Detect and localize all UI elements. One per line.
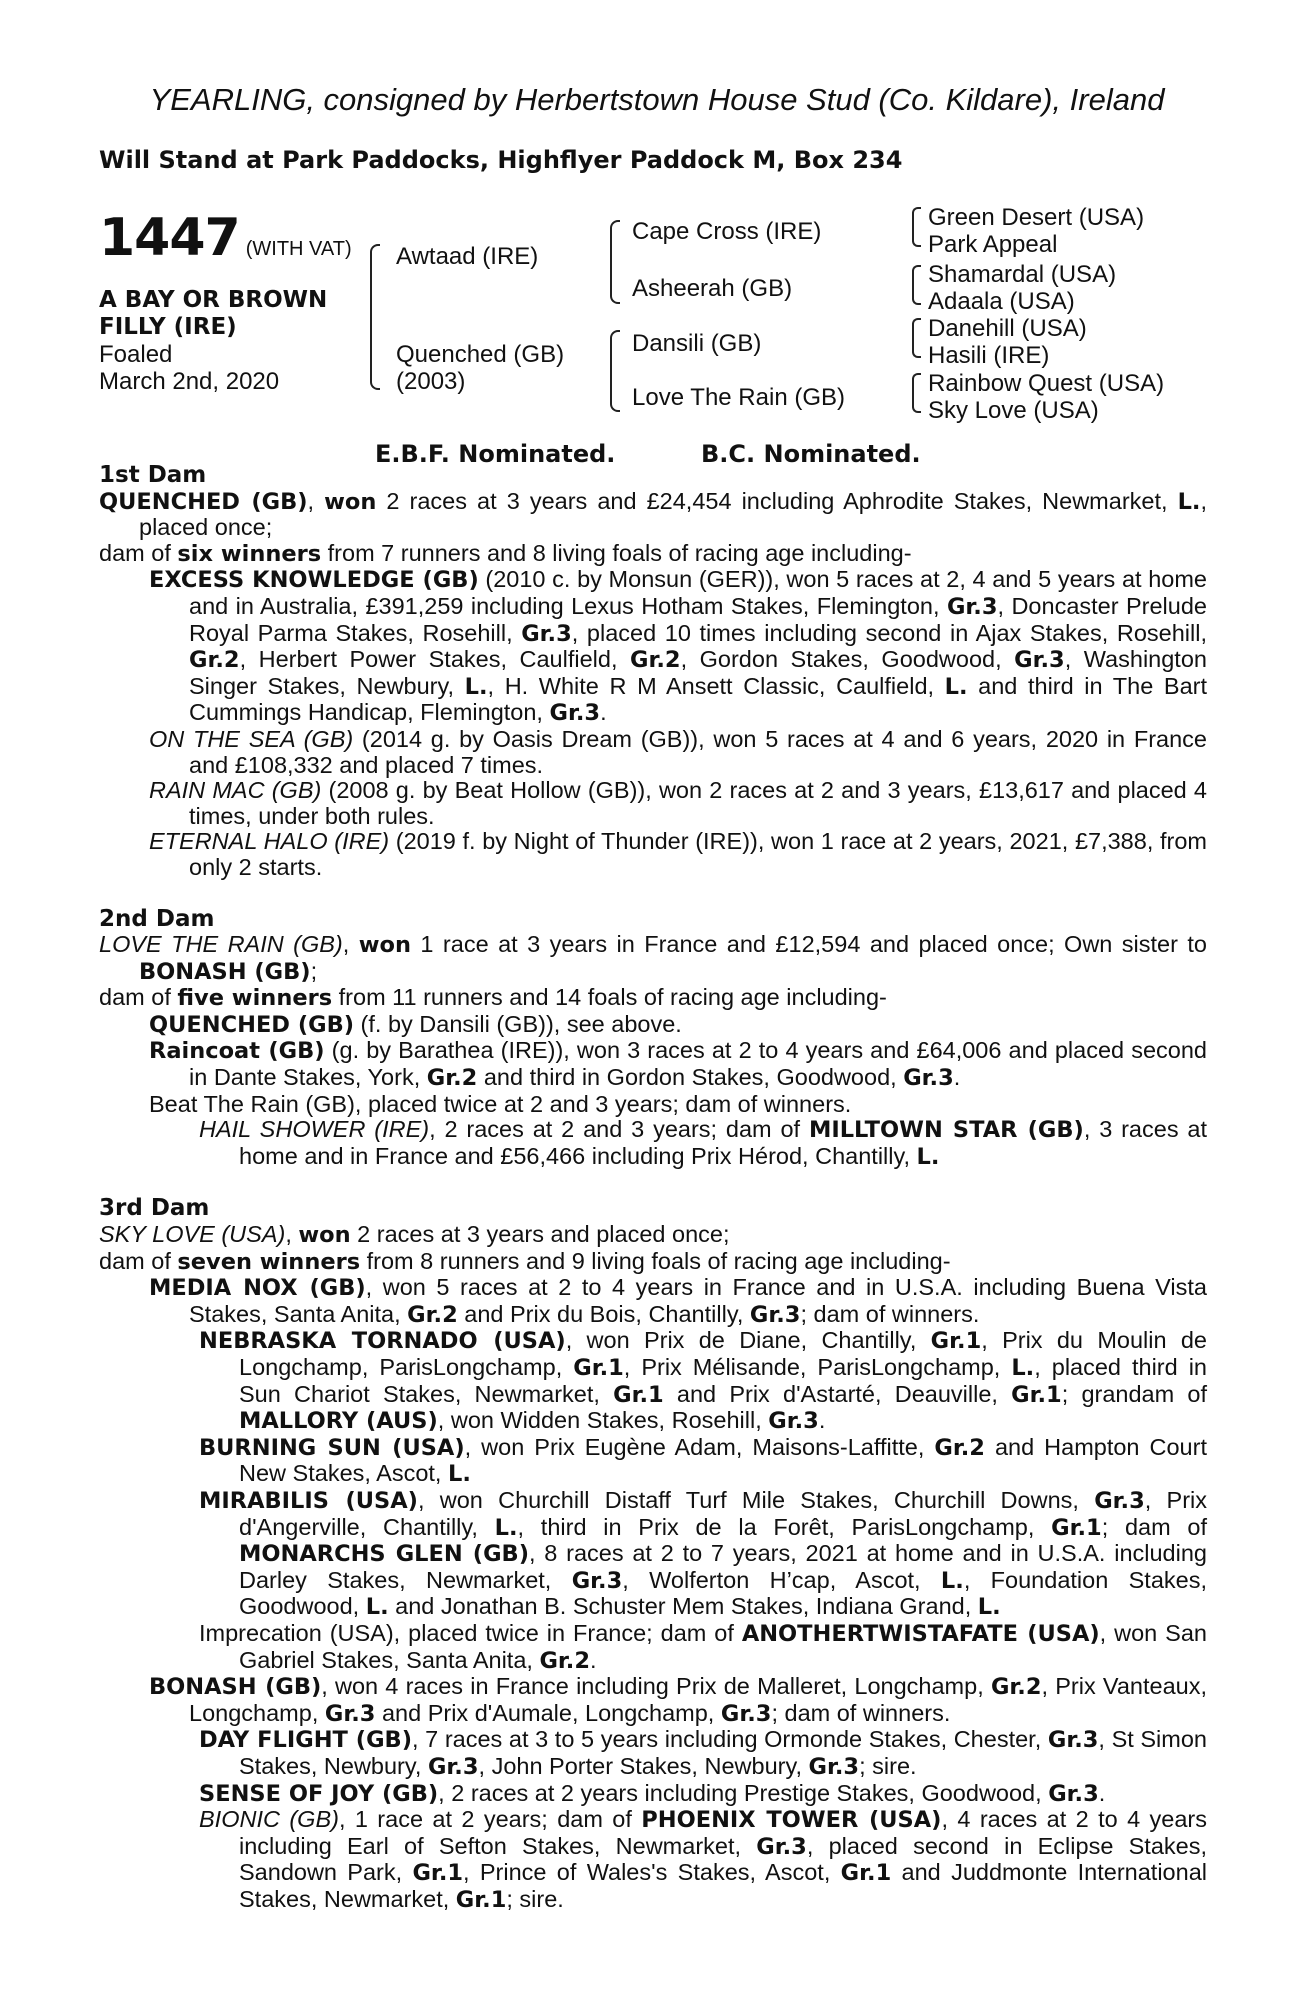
first-dam-record: QUENCHED (GB), won 2 races at 3 years and £24,454 including Aphrodite Stakes, Newmarket, L., placed once; bbox=[99, 487, 1207, 541]
pedigree-sire: Awtaad (IRE) bbox=[396, 243, 539, 270]
second-dam-produce-summary: dam of five winners from 11 runners and 14 foals of racing age including- bbox=[99, 984, 887, 1012]
generation1-brace bbox=[370, 244, 380, 390]
foaled-date: March 2nd, 2020 bbox=[99, 368, 280, 395]
pedigree-dam-year: (2003) bbox=[396, 368, 466, 395]
horse-description bbox=[99, 287, 327, 395]
pedigree-dam: Quenched (GB) bbox=[396, 341, 565, 368]
generation3-brace-4 bbox=[912, 373, 921, 413]
produce-bonash: BONASH (GB), won 4 races in France including Prix de Malleret, Longchamp, Gr.2, Prix Vanteaux, Longchamp, Gr.3 and Prix d'Aumale, Longchamp, Gr.3; dam of winners. bbox=[149, 1673, 1207, 1727]
horse-colour-line: A BAY OR BROWN bbox=[99, 287, 328, 313]
produce-sense-of-joy: SENSE OF JOY (GB), 2 races at 2 years including Prestige Stakes, Goodwood, Gr.3. bbox=[199, 1779, 1106, 1807]
produce-quenched: QUENCHED (GB) (f. by Dansili (GB)), see above. bbox=[149, 1010, 682, 1038]
pedigree-g1: Green Desert (USA) bbox=[928, 204, 1145, 231]
produce-day-flight: DAY FLIGHT (GB), 7 races at 3 to 5 years including Ormonde Stakes, Chester, Gr.3, St Simon Stakes, Newbury, Gr.3, John Porter Stakes, Newbury, Gr.3; sire. bbox=[199, 1726, 1207, 1780]
lot-header bbox=[99, 208, 352, 268]
generation3-brace-3 bbox=[912, 318, 921, 358]
pedigree-dam-dam: Love The Rain (GB) bbox=[632, 384, 845, 411]
produce-excess-knowledge: EXCESS KNOWLEDGE (GB) (2010 c. by Monsun (GER)), won 5 races at 2, 4 and 5 years at home and in Australia, £391,259 including Lexus Hotham Stakes, Flemington, Gr.3, Doncaster Prelude Royal Parma Stakes, Rosehill, Gr.3, placed 10 times including second in Ajax Stakes, Rosehill, Gr.2, Herbert Power Stakes, Caulfield, Gr.2, Gordon Stakes, Goodwood, Gr.3, Washington Singer Stakes, Newbury, L., H. White R M Ansett Classic, Caulfield, L. and third in The Bart Cummings Handicap, Flemington, Gr.3. bbox=[149, 566, 1207, 727]
produce-raincoat: Raincoat (GB) (g. by Barathea (IRE)), won 3 races at 2 to 4 years and £64,006 and placed second in Dante Stakes, York, Gr.2 and third in Gordon Stakes, Goodwood, Gr.3. bbox=[149, 1037, 1207, 1092]
third-dam-record: SKY LOVE (USA), won 2 races at 3 years and placed once; bbox=[99, 1221, 730, 1249]
stand-location: Will Stand at Park Paddocks, Highflyer Paddock M, Box 234 bbox=[99, 146, 903, 174]
generation3-brace-2 bbox=[912, 265, 921, 305]
ebf-nomination: E.B.F. Nominated. bbox=[375, 440, 616, 468]
consignor-heading: YEARLING, consigned by Herbertstown House Stud (Co. Kildare), Ireland bbox=[149, 82, 1165, 117]
pedigree-g5: Danehill (USA) bbox=[928, 315, 1087, 342]
produce-hail-shower: HAIL SHOWER (IRE), 2 races at 2 and 3 years; dam of MILLTOWN STAR (GB), 3 races at home and in France and £56,466 including Prix Hérod, Chantilly, L. bbox=[199, 1116, 1208, 1170]
generation2-brace-lower bbox=[610, 330, 620, 412]
pedigree-g4: Adaala (USA) bbox=[928, 288, 1075, 315]
third-dam-title: 3rd Dam bbox=[99, 1195, 210, 1222]
pedigree-g8: Sky Love (USA) bbox=[928, 397, 1099, 424]
produce-record bbox=[99, 463, 1207, 1913]
produce-eternal-halo: ETERNAL HALO (IRE) (2019 f. by Night of Thunder (IRE)), won 1 race at 2 years, 2021, £7,388, from only 2 starts. bbox=[149, 828, 1207, 880]
produce-beat-the-rain: Beat The Rain (GB), placed twice at 2 and 3 years; dam of winners. bbox=[149, 1090, 852, 1117]
produce-bionic: BIONIC (GB), 1 race at 2 years; dam of PHOENIX TOWER (USA), 4 races at 2 to 4 years including Earl of Sefton Stakes, Newmarket, Gr.3, placed second in Eclipse Stakes, Sandown Park, Gr.1, Prince of Wales's Stakes, Ascot, Gr.1 and Juddmonte International Stakes, Newmarket, Gr.1; sire. bbox=[199, 1806, 1207, 1913]
first-dam-title: 1st Dam bbox=[99, 462, 207, 488]
second-dam-title: 2nd Dam bbox=[99, 905, 215, 932]
first-dam-produce-summary: dam of six winners from 7 runners and 8 living foals of racing age including- bbox=[99, 539, 912, 567]
foaled-label: Foaled bbox=[99, 341, 173, 368]
produce-burning-sun: BURNING SUN (USA), won Prix Eugène Adam, Maisons-Laffitte, Gr.2 and Hampton Court New Stakes, Ascot, L. bbox=[199, 1433, 1207, 1488]
pedigree-g3: Shamardal (USA) bbox=[928, 261, 1117, 288]
pedigree-dam-sire: Dansili (GB) bbox=[632, 330, 762, 357]
generation2-brace-upper bbox=[610, 220, 620, 304]
produce-on-the-sea: ON THE SEA (GB) (2014 g. by Oasis Dream (GB)), won 5 races at 4 and 6 years, 2020 in France and £108,332 and placed 7 times. bbox=[149, 725, 1207, 778]
pedigree-g6: Hasili (IRE) bbox=[928, 342, 1050, 369]
pedigree-sire-sire: Cape Cross (IRE) bbox=[632, 218, 822, 245]
produce-rain-mac: RAIN MAC (GB) (2008 g. by Beat Hollow (GB)), won 2 races at 2 and 3 years, £13,617 and placed 4 times, under both rules. bbox=[149, 777, 1208, 829]
pedigree-g2: Park Appeal bbox=[928, 231, 1058, 258]
second-dam-record: LOVE THE RAIN (GB), won 1 race at 3 years in France and £12,594 and placed once; Own sister to BONASH (GB); bbox=[99, 931, 1207, 985]
produce-nebraska-tornado: NEBRASKA TORNADO (USA), won Prix de Diane, Chantilly, Gr.1, Prix du Moulin de Longchamp, ParisLongchamp, Gr.1, Prix Mélisande, ParisLongchamp, L., placed third in Sun Chariot Stakes, Newmarket, Gr.1 and Prix d'Astarté, Deauville, Gr.1; grandam of MALLORY (AUS), won Widden Stakes, Rosehill, Gr.3. bbox=[199, 1327, 1207, 1435]
lot-number: 1447 bbox=[99, 208, 240, 268]
produce-imprecation: Imprecation (USA), placed twice in France; dam of ANOTHERTWISTAFATE (USA), won San Gabriel Stakes, Santa Anita, Gr.2. bbox=[199, 1619, 1207, 1674]
bc-nomination: B.C. Nominated. bbox=[701, 440, 921, 468]
pedigree-g7: Rainbow Quest (USA) bbox=[928, 370, 1165, 397]
pedigree-sire-dam: Asheerah (GB) bbox=[632, 275, 793, 302]
vat-note: (WITH VAT) bbox=[245, 238, 352, 260]
generation3-brace-1 bbox=[912, 207, 921, 247]
horse-sex-line: FILLY (IRE) bbox=[99, 314, 237, 340]
produce-media-nox: MEDIA NOX (GB), won 5 races at 2 to 4 years in France and in U.S.A. including Buena Vista Stakes, Santa Anita, Gr.2 and Prix du Bois, Chantilly, Gr.3; dam of winners. bbox=[149, 1274, 1208, 1328]
produce-mirabilis: MIRABILIS (USA), won Churchill Distaff Turf Mile Stakes, Churchill Downs, Gr.3, Prix d'Angerville, Chantilly, L., third in Prix de la Forêt, ParisLongchamp, Gr.1; dam of MONARCHS GLEN (GB), 8 races at 2 to 7 years, 2021 at home and in U.S.A. including Darley Stakes, Newmarket, Gr.3, Wolferton H’cap, Ascot, L., Foundation Stakes, Goodwood, L. and Jonathan B. Schuster Mem Stakes, Indiana Grand, L. bbox=[199, 1486, 1208, 1621]
third-dam-produce-summary: dam of seven winners from 8 runners and 9 living foals of racing age including- bbox=[99, 1247, 951, 1275]
